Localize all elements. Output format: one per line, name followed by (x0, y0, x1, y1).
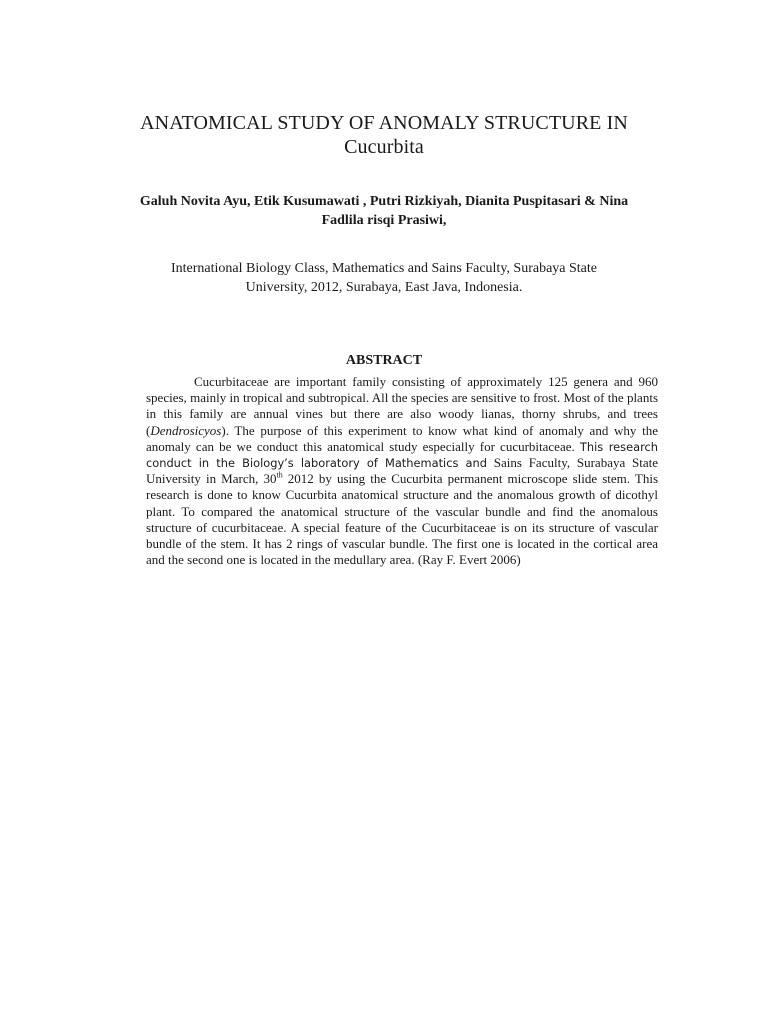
author-list (110, 192, 658, 230)
affiliation-line-2: University, 2012, Surabaya, East Java, Indonesia. (245, 280, 523, 295)
abstract-heading: ABSTRACT (345, 353, 423, 368)
abstract-text-segment-2: ). The purpose of this experiment to know what kind of anomaly and why the anomaly can be we conduct this anatomical study especially for cucurbitaceae. (146, 422, 658, 454)
abstract-text-segment-4: 2012 by using the Cucurbita permanent microscope slide stem. This research is done to know Cucurbita anatomical structure and the anomalous growth of dicothyl plant. To compared the anatomical structure of the vascular bundle and find the anomalous structure of cucurbitaceae. A special feature of the Cucurbitaceae is on its structure of vascular bundle of the stem. It has 2 rings of vascular bundle. The first one is located in the cortical area and the second one is located in the medullary area. (Ray F. Evert 2006) (146, 471, 658, 568)
paper-title (100, 111, 668, 159)
affiliation-line-1: International Biology Class, Mathematics and Sains Faculty, Surabaya State (170, 261, 597, 276)
abstract-paragraph (146, 374, 658, 568)
paper-title-line-2: Cucurbita (344, 136, 424, 158)
date-ordinal-superscript: th (276, 470, 283, 480)
abstract-text-segment-3: Sains Faculty, Surabaya State University in March, 30 (146, 455, 658, 487)
abstract-body (146, 374, 658, 568)
genus-name-italic: Dendrosicyos (150, 422, 222, 438)
abstract-text-segment-1: Cucurbitaceae are important family consisting of approximately 125 genera and 960 species, mainly in tropical and subtropical. All the species are sensitive to frost. Most of the plants in this family are annual vines but there are also woody lianas, thorny shrubs, and trees ( (146, 374, 658, 438)
abstract-text-sans-segment: This research conduct in the Biology’s laboratory of Mathematics and (146, 439, 658, 471)
affiliation (110, 259, 658, 297)
paper-title-line-1: ANATOMICAL STUDY OF ANOMALY STRUCTURE IN (140, 112, 628, 134)
author-list-line-1: Galuh Novita Ayu, Etik Kusumawati , Putri Rizkiyah, Dianita Puspitasari & Nina (139, 194, 629, 209)
author-list-line-2: Fadlila risqi Prasiwi, (321, 213, 447, 228)
